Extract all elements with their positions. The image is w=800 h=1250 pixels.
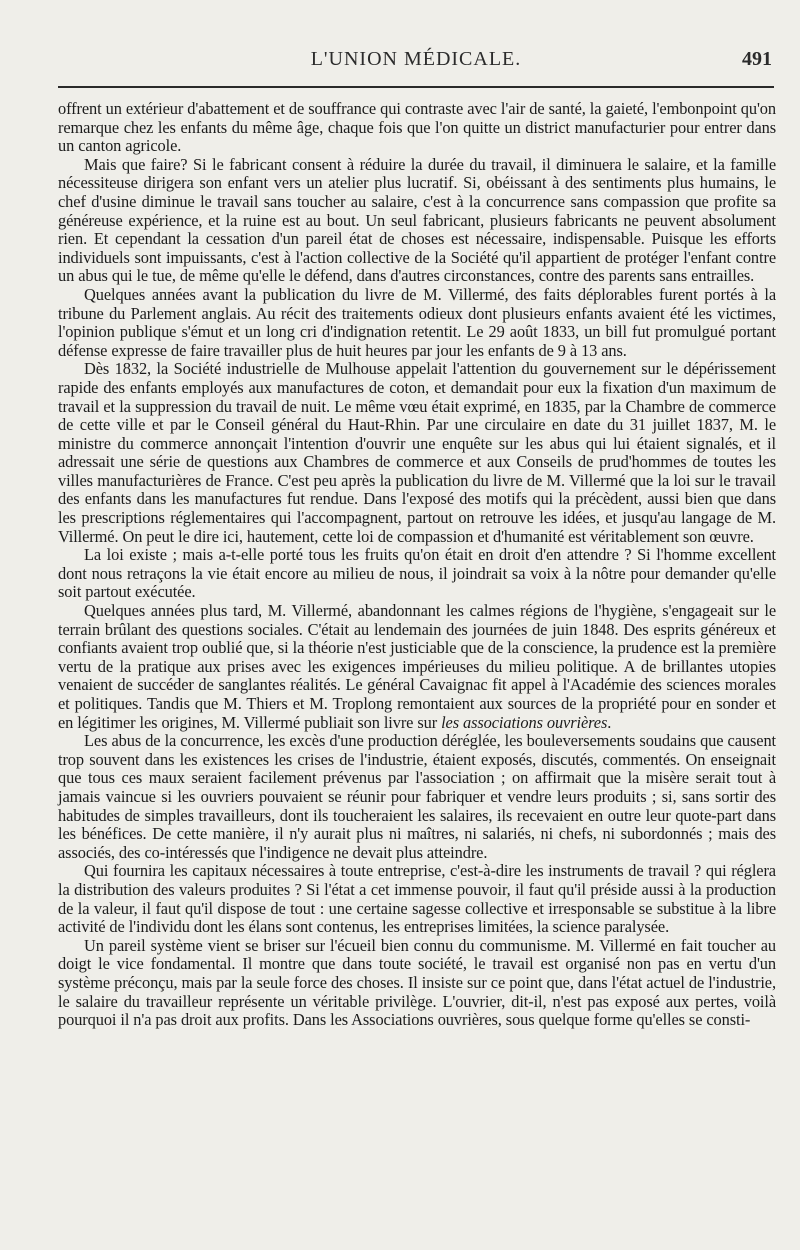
running-title: L'UNION MÉDICALE. — [310, 48, 522, 70]
page-number: 491 — [742, 48, 772, 70]
paragraph-9: Un pareil système vient se briser sur l'écueil bien connu du communisme. M. Villermé en fait toucher au doigt le vice fondamental. Il montre que dans toute société, le travail est organisé non pas en vertu d'un système préconçu, mais par la seule force des choses. Il insiste sur ce point que, dans l'état actuel de l'industrie, le salaire du travailleur représente un véritable privilège. L'ouvrier, dit-il, n'est pas exposé aux pertes, voilà pourquoi il n'a pas droit aux profits. Dans les Associations ouvrières, sous quelque forme qu'elles se consti- — [58, 935, 776, 1030]
paragraph-1: offrent un extérieur d'abattement et de souffrance qui contraste avec l'air de santé, la gaieté, l'embonpoint qu'on remarque chez les enfants du même âge, chaque fois que l'on quitte un district manufacturier pour entrer dans un canton agricole. — [58, 99, 776, 156]
paragraph-5: La loi existe ; mais a-t-elle porté tous les fruits qu'on était en droit d'en attendre ? Si l'homme excellent dont nous retraçons la vie était encore au milieu de nous, il joindrait sa voix à la nôtre pour demander qu'elle soit partout exécutée. — [58, 545, 776, 602]
body-text — [58, 100, 776, 1030]
page-header — [58, 44, 774, 88]
paragraph-6-text: Quelques années plus tard, M. Villermé, abandonnant les calmes régions de l'hygiène, s'engageait sur le terrain brûlant des questions sociales. C'était au lendemain des journées de juin 1848. Des esprits généreux et confiants avaient trop oublié que, si la théorie n'est justiciable que de la conscience, la prudence est la première vertu de la pratique aux prises avec les exigences impérieuses du milieu politique. A de brillantes utopies venaient de succéder de sanglantes réalités. Le général Cavaignac fit appel à l'Académie des sciences morales et politiques. Tandis que M. Thiers et M. Troplong remontaient aux sources de la propriété pour en sonder et en légitimer les origines, M. Villermé publiait son livre sur — [58, 601, 776, 732]
paragraph-8: Qui fournira les capitaux nécessaires à toute entreprise, c'est-à-dire les instruments de travail ? qui réglera la distribution des valeurs produites ? Si l'état a cet immense pouvoir, il faut qu'il préside aussi à la production de la valeur, il faut qu'il dispose de tout : une certaine sagesse collective et irresponsable se substitue à la libre activité de l'individu dont les élans sont contenus, les entreprises limitées, la science paralysée. — [58, 861, 776, 937]
paragraph-6-end: . — [607, 712, 612, 732]
paragraph-2: Mais que faire? Si le fabricant consent à réduire la durée du travail, il diminuera le salaire, et la famille nécessiteuse dirigera son enfant vers un atelier plus lucratif. Si, obéissant à des sentiments plus humains, le chef d'usine diminue le travail sans toucher au salaire, c'est à la concurrence sans compassion que profite sa généreuse expérience, et la ruine est au bout. Un seul fabricant, plusieurs fabricants ne peuvent absolument rien. Et cependant la cessation d'un pareil état de choses est nécessaire, indispensable. Puisque les efforts individuels sont impuissants, c'est à l'action collective de la Société qu'il appartient de protéger l'enfant contre un abus qui le tue, de même qu'elle le défend, dans d'autres circonstances, contre des parents sans entrailles. — [58, 154, 776, 286]
paragraph-3: Quelques années avant la publication du livre de M. Villermé, des faits déplorables furent portés à la tribune du Parlement anglais. Au récit des traitements odieux dont plusieurs enfants avaient été les victimes, l'opinion publique s'émut et un long cri d'indignation retentit. Le 29 août 1833, un bill fut promulgué portant défense expresse de faire travailler plus de huit heures par jour les enfants de 9 à 13 ans. — [58, 284, 776, 360]
book-title-italic: les associations ouvrières — [441, 712, 608, 732]
paragraph-4: Dès 1832, la Société industrielle de Mulhouse appelait l'attention du gouvernement sur le dépérissement rapide des enfants employés aux manufactures de coton, et demandait pour eux la fixation d'un maximum de travail et la suppression du travail de nuit. Le même vœu était exprimé, en 1835, par la Chambre de commerce de cette ville et par le Conseil général du Haut-Rhin. Par une circulaire en date du 31 juillet 1837, M. le ministre du commerce annonçait l'intention d'ouvrir une enquête sur les abus qui lui étaient signalés, et il adressait une série de questions aux Chambres de commerce et aux Conseils de prud'hommes de toutes les villes manufacturières de France. C'est peu après la publication du livre de M. Villermé que la loi sur le travail des enfants dans les manufactures fut rendue. Dans l'exposé des motifs qui la précèdent, aussi bien que dans les prescriptions réglementaires qui l'accompagnent, partout on retrouve les idées, et jusqu'au langage de M. Villermé. On peut le dire ici, hautement, cette loi de compassion et d'humanité est véritablement son œuvre. — [58, 359, 776, 546]
paragraph-6 — [58, 602, 776, 732]
paragraph-7: Les abus de la concurrence, les excès d'une production déréglée, les bouleversements soudains que causent trop souvent dans les existences les crises de l'industrie, étaient exposés, discutés, commentés. On enseignait que tous ces maux seraient facilement prévenus par l'association ; on affirmait que la misère serait tout à jamais vaincue si les ouvriers pouvaient se réunir pour fabriquer et vendre leurs produits ; si, sans sortir des habitudes de simples travailleurs, dont ils toucheraient les salaires, ils recevaient en outre leur quote-part dans les bénéfices. De cette manière, il n'y aurait plus ni maîtres, ni salariés, ni chefs, ni subordonnés ; mais des associés, des co-intéressés que l'indigence ne devait plus atteindre. — [58, 731, 776, 862]
